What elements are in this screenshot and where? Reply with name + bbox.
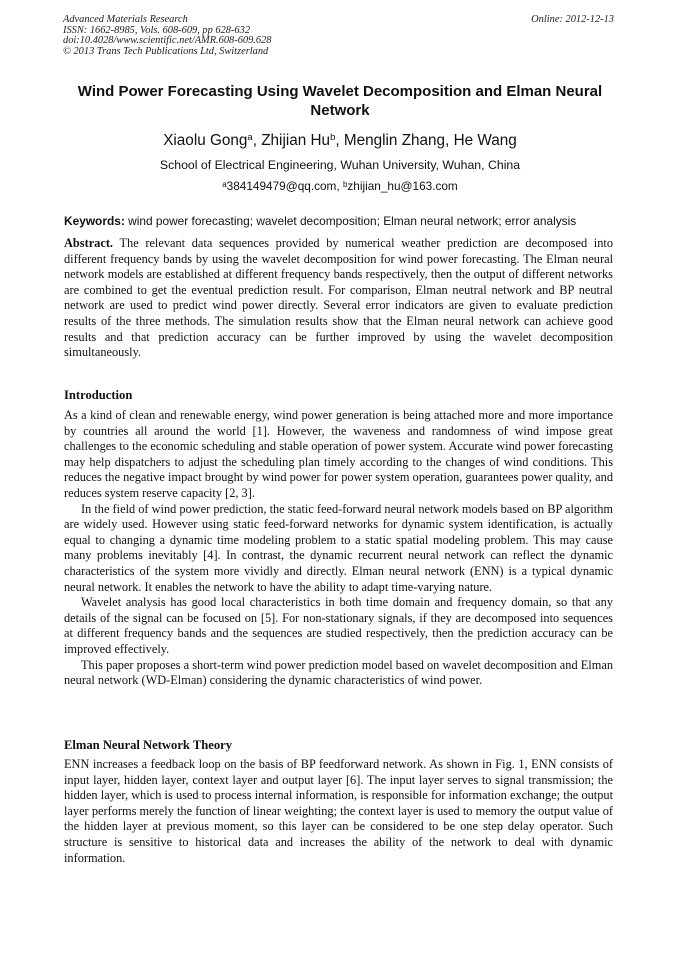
copyright-line: © 2013 Trans Tech Publications Ltd, Switzerland <box>63 45 269 57</box>
paragraph: Wavelet analysis has good local characteristics in both time domain and frequency domain, so that any details of the signal can be focused on [5]. For non-stationary signals, if they are decomposed into sequences at different frequency bands and the sequences are studied respectively, then the prediction accuracy can be improved effectively. <box>64 595 613 656</box>
issn-line: ISSN: 1662-8985, Vols. 608-609, pp 628-632 <box>63 24 251 36</box>
keywords-line <box>64 214 620 229</box>
author-name: He Wang <box>453 132 517 149</box>
email-superscript: a <box>222 180 227 189</box>
abstract-text: The relevant data sequences provided by numerical weather prediction are decomposed into different frequency bands by using the wavelet decomposition for wind power forecasting. The Elman neural network models are established at different frequency bands respectively, then the output of different networks are combined to get the eventual prediction result. For comparison, Elman neutral network and BP neutral network are used to predict wind power directly. Several error indicators are given to evaluate prediction results of the three methods. The simulation results show that the Elman neural network can achieve good results and that prediction accuracy can be further improved by using the wavelet decomposition simultaneously. <box>64 236 613 360</box>
paragraph: As a kind of clean and renewable energy, wind power generation is being attached more and more importance by countries all around the world [1]. However, the waveness and randomness of wind impose great challenges to the economic scheduling and stable operation of power system. Accurate wind power forecasting may help dispatchers to adjust the scheduling plan timely according to the changes of wind conditions. This reduces the negative impact brought by wind power for power system operation, guarantees power quality, and reduces system reserve capacity [2, 3]. <box>64 408 613 500</box>
author-name: Xiaolu Gong <box>163 132 248 149</box>
section-heading-introduction: Introduction <box>64 388 133 402</box>
section-heading-elman: Elman Neural Network Theory <box>64 738 233 752</box>
paragraph: ENN increases a feedback loop on the basis of BP feedforward network. As shown in Fig. 1, ENN consists of input layer, hidden layer, context layer and output layer [6]. The input layer serves to signal transmission; the hidden layer, which is used to process internal information, is responsible for information exchange; the output layer performs merely the function of linear weighting; the context layer is used to memory the output value of the hidden layer at previous moment, so this layer can be considered to be one step delay operator. Such structure is sensitive to historical data and increases the ability of the network to deal with dynamic information. <box>64 757 613 865</box>
paragraph: This paper proposes a short-term wind power prediction model based on wavelet decomposition and Elman neural network (WD-Elman) considering the dynamic characteristics of wind power. <box>64 657 613 688</box>
email-address: 384149479@qq.com <box>226 179 337 193</box>
email-line: $^a$384149479@qq.com, $^b$zhijian_hu@163.com <box>222 179 458 193</box>
online-date: Online: 2012-12-13 <box>531 14 614 25</box>
elman-body <box>64 757 613 866</box>
introduction-body <box>64 408 613 689</box>
abstract-label: Abstract. <box>64 236 114 250</box>
affiliation: School of Electrical Engineering, Wuhan University, Wuhan, China <box>159 158 521 172</box>
email-address: zhijian_hu@163.com <box>347 179 458 193</box>
journal-header <box>63 15 271 57</box>
author-list: Xiaolu Gong$^a$, Zhijian Hu$^b$, Menglin Zhang, He Wang <box>163 132 517 149</box>
author-superscript: a <box>247 132 253 143</box>
keywords-text: wind power forecasting; wavelet decomposition; Elman neural network; error analysis <box>128 214 577 228</box>
paragraph: In the field of wind power prediction, the static feed-forward neural network models based on BP algorithm are widely used. However using static feed-forward networks for dynamic system identification, is actually equal to changing a dynamic time modeling problem to a static spatial modeling problem. This may cause many problems inevitably [4]. In contrast, the dynamic recurrent neural network can reflect the dynamic characteristics of the system more vividly and directly. Elman neural network (ENN) is a typical dynamic neural network. It enables the network to have the ability to adapt time-varying nature. <box>64 501 613 594</box>
email-superscript: b <box>342 180 348 189</box>
keywords-label: Keywords: <box>64 214 125 228</box>
paper-title: Wind Power Forecasting Using Wavelet Decomposition and Elman Neural Network <box>77 83 603 119</box>
journal-name: Advanced Materials Research <box>63 14 188 25</box>
doi-line: doi:10.4028/www.scientific.net/AMR.608-609.628 <box>63 35 272 47</box>
author-superscript: b <box>330 132 336 143</box>
author-name: Menglin Zhang <box>343 132 446 149</box>
abstract <box>64 236 613 361</box>
author-name: Zhijian Hu <box>261 132 331 149</box>
